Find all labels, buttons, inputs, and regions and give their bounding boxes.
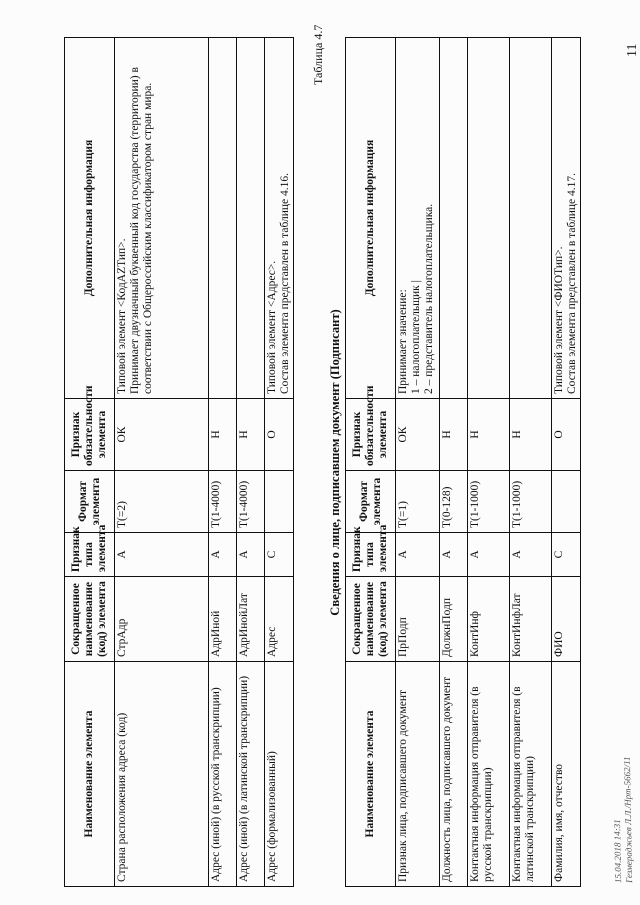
cell-format: Т(=2) [115,471,209,533]
stamp-line-2: Гезмераджьев Л.Л./Нрт-5662/11 [621,756,635,883]
cell-format [552,471,581,533]
cell-name: Фамилия, имя, отчество [552,662,581,887]
cell-type: А [396,533,440,577]
table-header-row [65,38,115,887]
cell-name: Контактная информация отправителя (в русской транскрипции) [468,662,510,887]
header-extra: Дополнительная информация [65,38,115,399]
cell-required: Н [237,399,265,471]
cell-extra [115,38,209,399]
cell-name: Контактная информация отправителя (в латинской транскрипции) [510,662,552,887]
header-code: Сокращенное наименование (код) элемента [346,577,396,662]
cell-name: Адрес (формализованный) [265,662,294,887]
cell-type: С [552,533,581,577]
cell-name: Адрес (иной) (в русской транскрипции) [209,662,237,887]
header-name: Наименование элемента [65,662,115,887]
header-name: Наименование элемента [346,662,396,887]
cell-extra [468,38,510,399]
cell-type: А [468,533,510,577]
table-header-row [346,38,396,887]
cell-type: А [115,533,209,577]
cell-extra [440,38,468,399]
cell-extra [237,38,265,399]
cell-extra [552,38,581,399]
cell-code: ДолжнПодп [440,577,468,662]
cell-required: Н [468,399,510,471]
stamp-line-1: 15.04.2018 14:31 [611,819,624,884]
cell-code: КонтИнфЛат [510,577,552,662]
cell-name: Адрес (иной) (в латинской транскрипции) [237,662,265,887]
table-row [396,38,440,887]
table-row [510,38,552,887]
extra-line: Принимает значение: [397,289,409,394]
cell-type: С [265,533,294,577]
cell-required: О [552,399,581,471]
cell-type: А [440,533,468,577]
print-stamp [611,756,635,883]
header-format: Формат элемента [65,471,115,533]
header-extra: Дополнительная информация [346,38,396,399]
table-row [552,38,581,887]
cell-required: Н [440,399,468,471]
cell-code: АдрИнойЛат [237,577,265,662]
cell-required: Н [209,399,237,471]
cell-name: Страна расположения адреса (код) [115,662,209,887]
cell-name: Признак лица, подписавшего документ [396,662,440,887]
table-row [209,38,237,887]
table-row [265,38,294,887]
table-row [468,38,510,887]
cell-format: Т(1-1000) [510,471,552,533]
cell-format: Т(1-1000) [468,471,510,533]
cell-code: Адрес [265,577,294,662]
table-number: Таблица 4.7 [311,24,325,85]
cell-extra [209,38,237,399]
extra-line: Принимает двузначный буквенный код государства (территории) в соответствии с Общероссийским классификатором стран мира. [129,67,154,394]
header-code: Сокращенное наименование (код) элемента [65,577,115,662]
cell-required: ОК [396,399,440,471]
cell-type: А [237,533,265,577]
cell-extra [396,38,440,399]
extra-line: 2 – представитель налогоплательщика. [423,203,435,394]
header-required: Признак обязательности элемента [346,399,396,471]
extra-line: Типовой элемент <КодАZТип>. [116,238,128,394]
cell-code: ФИО [552,577,581,662]
cell-code: ПрПодп [396,577,440,662]
cell-required: О [265,399,294,471]
extra-line: Типовой элемент <ФИОТип>. [553,246,565,394]
header-required: Признак обязательности элемента [65,399,115,471]
cell-format: Т(=1) [396,471,440,533]
cell-code: КонтИнф [468,577,510,662]
page-number: 11 [625,43,640,57]
cell-type: А [209,533,237,577]
cell-name: Должность лица, подписавшего документ [440,662,468,887]
cell-code: АдрИной [209,577,237,662]
cell-required: ОК [115,399,209,471]
cell-required: Н [510,399,552,471]
cell-code: СтрАдр [115,577,209,662]
extra-line: Состав элемента представлен в таблице 4.17. [566,172,578,394]
table-signer [345,37,581,887]
table-row [237,38,265,887]
cell-extra [265,38,294,399]
table-row [440,38,468,887]
cell-format: Т(1-4000) [237,471,265,533]
header-type: Признак типа элемента [346,533,396,577]
table-title: Сведения о лице, подписавшем документ (Подписант) [328,309,342,616]
cell-format [265,471,294,533]
extra-line: 1 – налогоплательщик | [410,280,422,394]
cell-format: Т(0-128) [440,471,468,533]
cell-type: А [510,533,552,577]
table-row [115,38,209,887]
extra-line: Типовой элемент <Адрес>. [266,260,278,394]
table-address [64,37,294,887]
header-type: Признак типа элемента [65,533,115,577]
cell-extra [510,38,552,399]
header-format: Формат элемента [346,471,396,533]
extra-line: Состав элемента представлен в таблице 4.16. [279,172,291,394]
cell-format: Т(1-4000) [209,471,237,533]
